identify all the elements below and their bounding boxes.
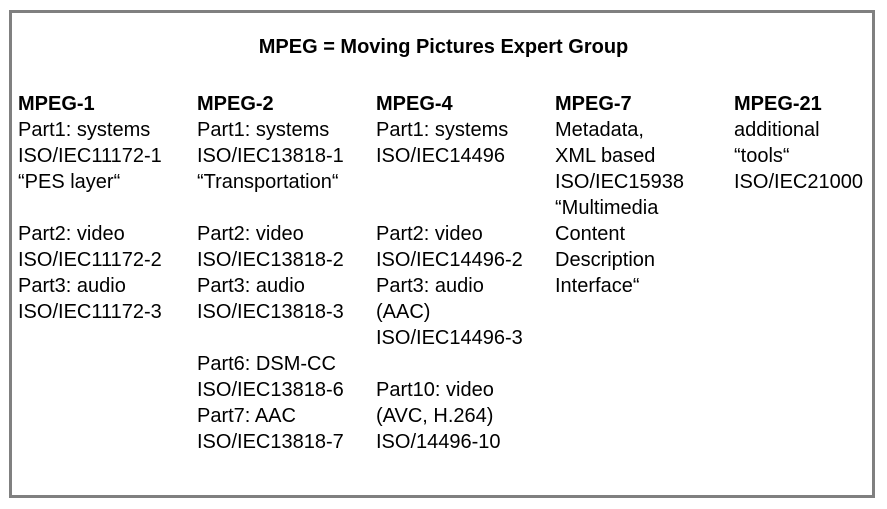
column-line: “tools“: [734, 145, 790, 167]
column-line: Part7: AAC: [197, 405, 296, 427]
column-line: Metadata,: [555, 119, 644, 141]
column-line: Part3: audio: [376, 275, 484, 297]
column-line: ISO/IEC14496: [376, 145, 505, 167]
column-line: Content: [555, 223, 626, 245]
column-line: Part1: systems: [197, 119, 330, 141]
column-line: ISO/IEC15938: [555, 171, 684, 193]
column-line: ISO/IEC14496-3: [376, 327, 523, 349]
column-line: Interface“: [555, 275, 640, 297]
spacer: [376, 195, 523, 221]
column-mpeg-2: [197, 91, 344, 455]
column-line: additional: [734, 119, 820, 141]
column-line: Part2: video: [18, 223, 125, 245]
column-mpeg-4: [376, 91, 523, 455]
column-heading: MPEG-1: [18, 93, 95, 115]
column-line: ISO/IEC13818-6: [197, 379, 344, 401]
column-line: ISO/IEC11172-1: [18, 145, 162, 167]
spacer: [376, 169, 523, 195]
spacer: [376, 351, 523, 377]
column-line: Part10: video: [376, 379, 494, 401]
column-line: ISO/IEC13818-7: [197, 431, 344, 453]
column-heading: MPEG-21: [734, 93, 822, 115]
column-heading: MPEG-4: [376, 93, 453, 115]
column-heading: MPEG-2: [197, 93, 274, 115]
column-line: ISO/14496-10: [376, 431, 501, 453]
column-line: (AVC, H.264): [376, 405, 494, 427]
column-line: “PES layer“: [18, 171, 121, 193]
column-mpeg-7: [555, 91, 684, 299]
spacer: [18, 195, 162, 221]
column-line: “Transportation“: [197, 171, 339, 193]
column-line: Part2: video: [197, 223, 304, 245]
column-line: ISO/IEC13818-2: [197, 249, 344, 271]
column-line: Description: [555, 249, 656, 271]
column-line: ISO/IEC21000: [734, 171, 863, 193]
column-line: Part2: video: [376, 223, 483, 245]
column-line: ISO/IEC13818-3: [197, 301, 344, 323]
column-line: ISO/IEC14496-2: [376, 249, 523, 271]
column-line: Part1: systems: [18, 119, 151, 141]
column-line: ISO/IEC11172-3: [18, 301, 162, 323]
column-line: (AAC): [376, 301, 431, 323]
slide-title: MPEG = Moving Pictures Expert Group: [258, 36, 629, 58]
column-line: XML based: [555, 145, 656, 167]
spacer: [197, 195, 344, 221]
column-line: Part6: DSM-CC: [197, 353, 336, 375]
column-line: “Multimedia: [555, 197, 659, 219]
column-heading: MPEG-7: [555, 93, 632, 115]
spacer: [197, 325, 344, 351]
column-line: ISO/IEC11172-2: [18, 249, 162, 271]
column-line: Part1: systems: [376, 119, 509, 141]
column-mpeg-1: [18, 91, 162, 325]
column-line: Part3: audio: [197, 275, 305, 297]
column-line: Part3: audio: [18, 275, 126, 297]
column-mpeg-21: [734, 91, 863, 195]
column-line: ISO/IEC13818-1: [197, 145, 344, 167]
